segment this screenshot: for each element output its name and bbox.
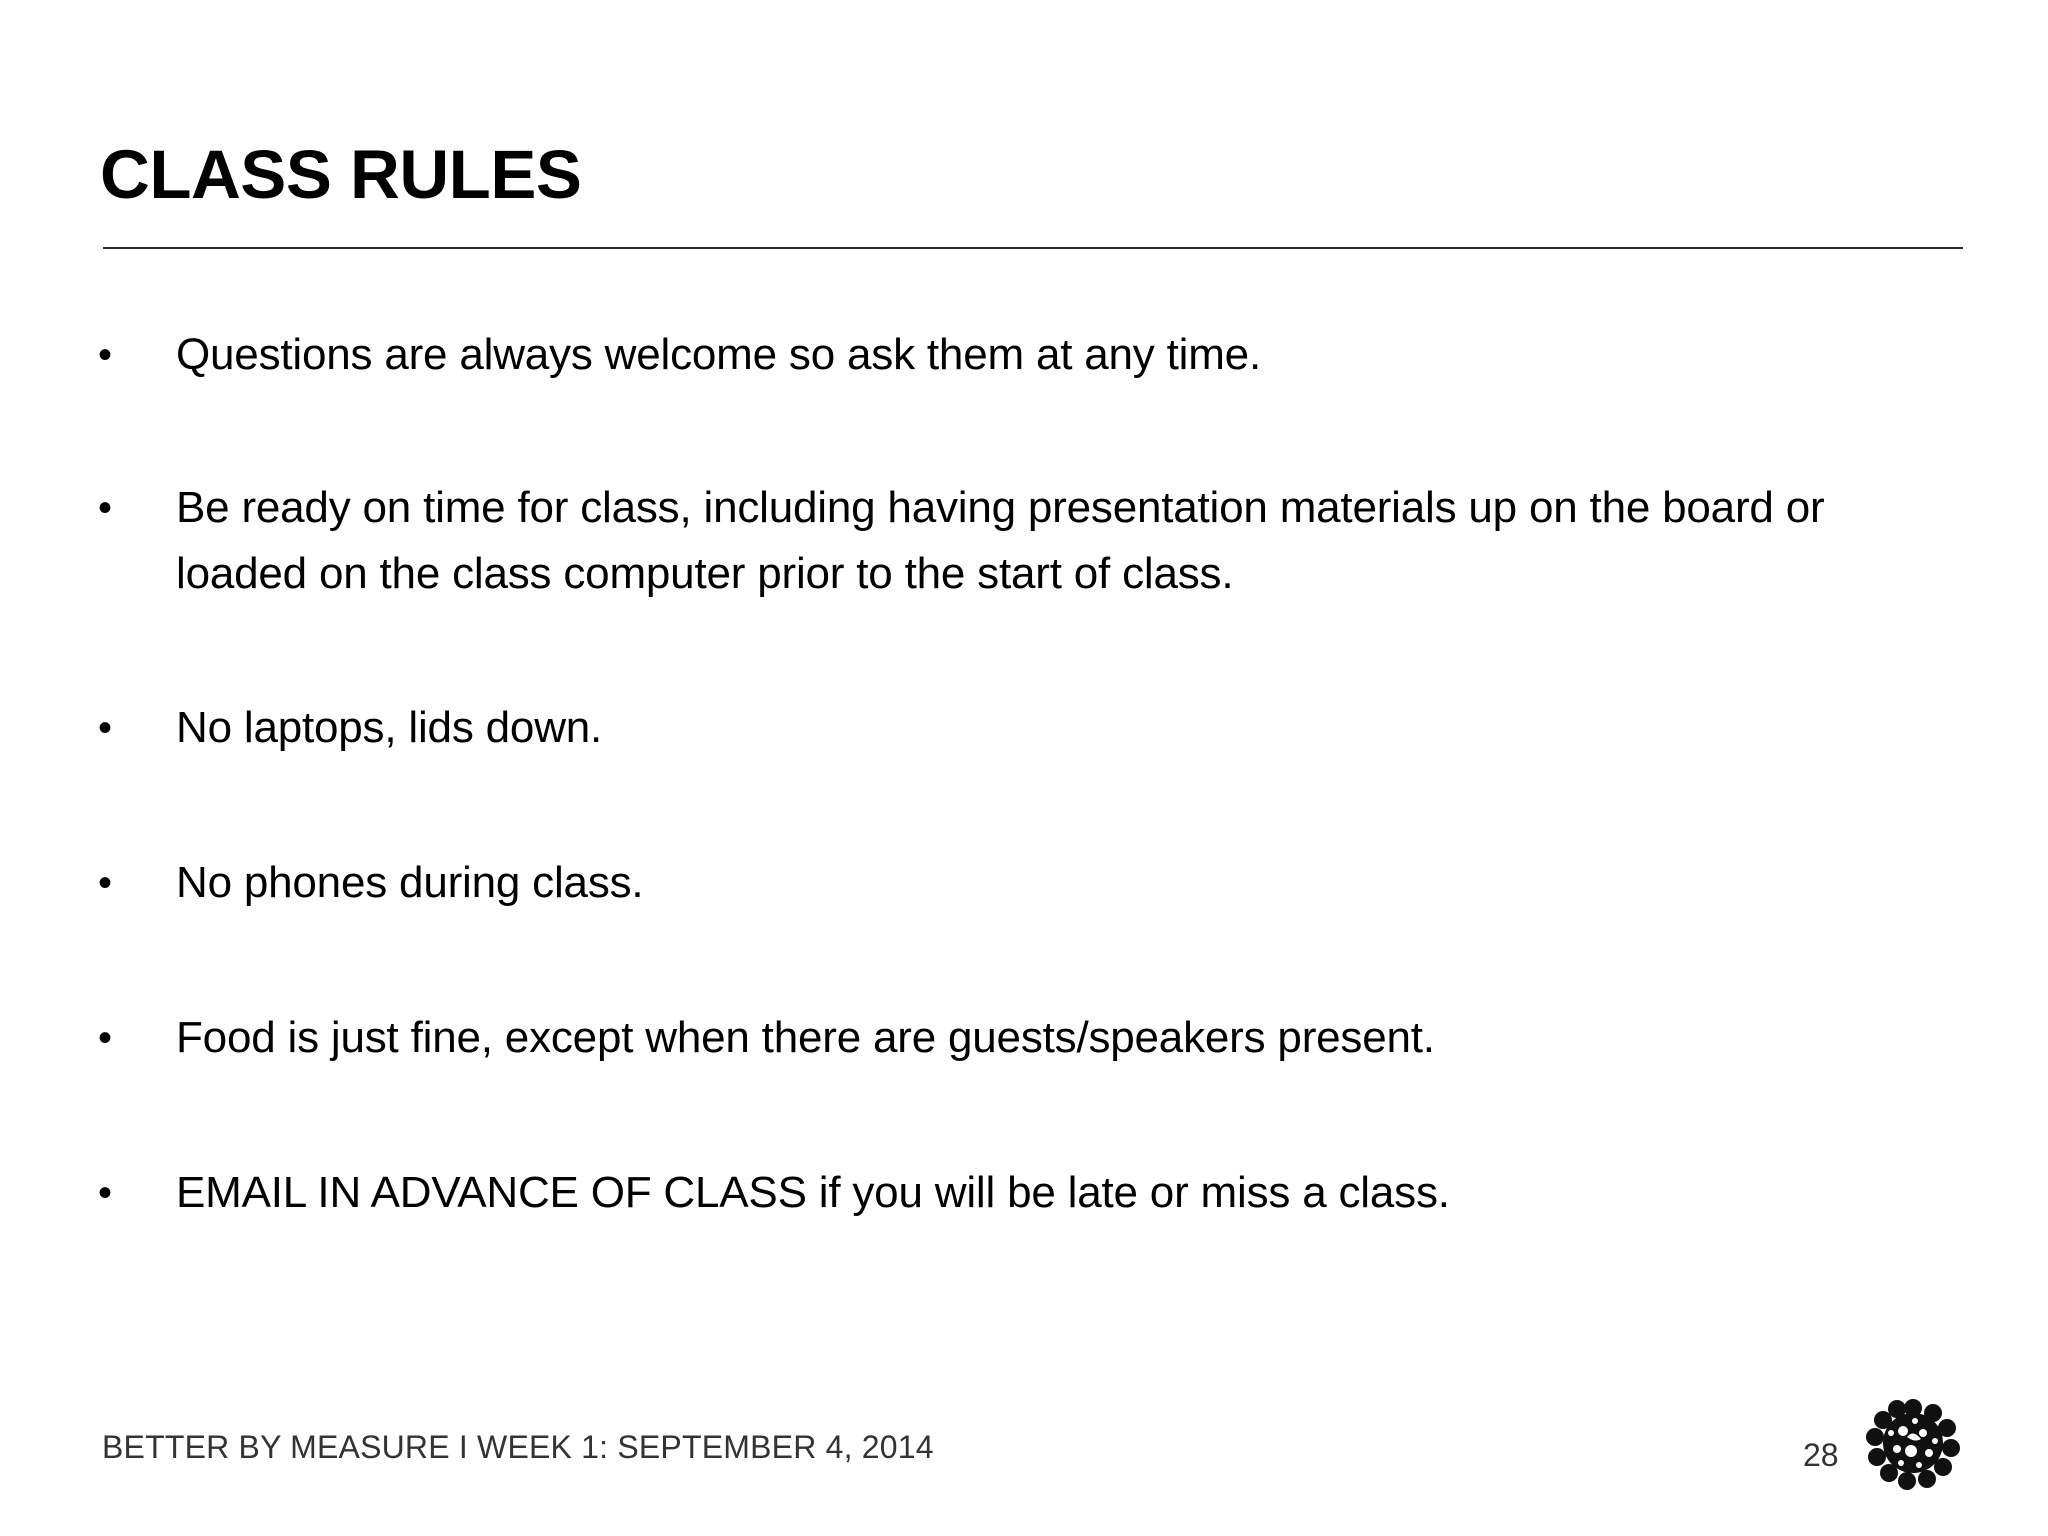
- bullet-text: Be ready on time for class, including having presentation materials up on the board or loaded on the class computer prior to the start of class.: [176, 483, 1825, 598]
- bullet-marker: •: [98, 1016, 113, 1060]
- footer-course-info: BETTER BY MEASURE I WEEK 1: SEPTEMBER 4, 2014: [102, 1429, 934, 1465]
- bullet-text: EMAIL IN ADVANCE OF CLASS if you will be late or miss a class.: [176, 1168, 1450, 1217]
- page-number: 28: [1803, 1437, 1839, 1473]
- slide-title: CLASS RULES: [100, 136, 582, 213]
- bullet-text: Questions are always welcome so ask them at any time.: [176, 330, 1261, 379]
- bullet-text: No phones during class.: [176, 858, 644, 907]
- bullet-marker: •: [98, 333, 113, 377]
- bullet-text: Food is just fine, except when there are guests/speakers present.: [176, 1013, 1435, 1062]
- bullet-marker: •: [98, 706, 113, 750]
- title-divider: [103, 247, 1963, 249]
- bullet-marker: •: [98, 861, 113, 905]
- floral-emblem-logo-icon: [1863, 1393, 1963, 1493]
- bullet-text: No laptops, lids down.: [176, 703, 603, 752]
- bullet-marker: •: [98, 486, 113, 530]
- bullet-marker: •: [98, 1171, 113, 1215]
